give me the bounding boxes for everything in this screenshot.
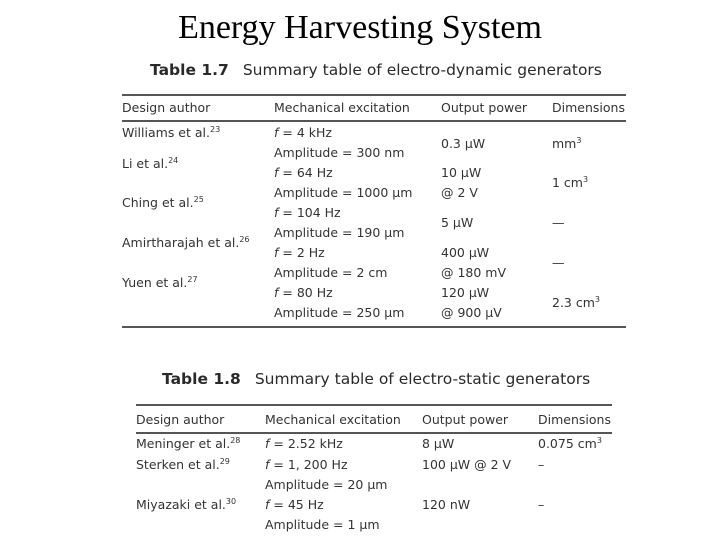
excitation-cell: f = 1, 200 Hz <box>265 457 348 472</box>
excitation-cell: Amplitude = 20 μm <box>265 477 388 492</box>
author-cell: Amirtharajah et al.$^{26}$ <box>122 235 250 250</box>
author-cell: Ching et al.$^{25}$ <box>122 195 204 210</box>
excitation-cell: Amplitude = 1000 μm <box>274 185 413 200</box>
power-cell: 10 μW <box>441 165 482 180</box>
table-title: Summary table of electro-static generators <box>254 370 591 388</box>
excitation-cell: f = 2.52 kHz <box>265 436 343 451</box>
slide-title: Energy Harvesting System <box>178 9 542 46</box>
header-design-author: Design author <box>122 100 211 115</box>
power-cell: @ 180 mV <box>441 265 507 280</box>
power-cell: 5 μW <box>441 215 474 230</box>
dimension-cell: 1 $cm^3$ <box>552 175 589 190</box>
header-mechanical-excitation: Mechanical excitation <box>265 412 401 427</box>
header-output-power: Output power <box>422 412 509 427</box>
excitation-cell: f = 45 Hz <box>265 497 324 512</box>
bottom-rule <box>122 326 626 328</box>
dimension-cell: 2.3 $cm^3$ <box>552 295 600 310</box>
dimension-cell: – <box>538 457 545 472</box>
power-cell: @ 2 V <box>441 185 478 200</box>
excitation-cell: f = 64 Hz <box>274 165 333 180</box>
table-electro-dynamic <box>122 58 626 330</box>
header-mechanical-excitation: Mechanical excitation <box>274 100 410 115</box>
author-cell: Sterken et al.$^{29}$ <box>136 457 230 472</box>
excitation-cell: Amplitude = 190 μm <box>274 225 405 240</box>
table-title: Summary table of electro-dynamic generators <box>242 61 602 79</box>
power-cell: 120 μW <box>441 285 490 300</box>
top-rule <box>136 404 612 406</box>
power-cell: @ 900 μV <box>441 305 502 320</box>
author-cell: Yuen et al.$^{27}$ <box>122 275 198 290</box>
header-rule <box>122 120 626 122</box>
table-number: Table 1.7 <box>150 61 229 79</box>
excitation-cell: f = 104 Hz <box>274 205 341 220</box>
header-rule <box>136 432 612 434</box>
dimension-cell: $mm^3$ <box>552 136 582 151</box>
excitation-cell: f = 80 Hz <box>274 285 333 300</box>
table-caption <box>150 61 602 79</box>
dimension-cell: — <box>552 255 565 270</box>
author-cell: Miyazaki et al.$^{30}$ <box>136 497 237 512</box>
author-cell: Meninger et al.$^{28}$ <box>136 436 241 451</box>
excitation-cell: f = 2 Hz <box>274 245 325 260</box>
table-electro-static <box>136 368 612 540</box>
power-cell: 400 μW <box>441 245 490 260</box>
excitation-cell: Amplitude = 250 μm <box>274 305 405 320</box>
dimension-cell: 0.075 $cm^3$ <box>538 436 602 451</box>
excitation-cell: Amplitude = 1 μm <box>265 517 380 532</box>
author-cell: Williams et al.$^{23}$ <box>122 125 221 140</box>
excitation-cell: f = 4 kHz <box>274 125 332 140</box>
dimension-cell: — <box>552 215 565 230</box>
power-cell: 120 nW <box>422 497 471 512</box>
power-cell: 0.3 μW <box>441 136 486 151</box>
top-rule <box>122 94 626 96</box>
power-cell: 100 μW @ 2 V <box>422 457 512 472</box>
excitation-cell: Amplitude = 2 cm <box>274 265 388 280</box>
author-cell: Li et al.$^{24}$ <box>122 156 179 171</box>
header-design-author: Design author <box>136 412 225 427</box>
header-dimensions: Dimensions <box>552 100 625 115</box>
excitation-cell: Amplitude = 300 nm <box>274 145 405 160</box>
power-cell: 8 μW <box>422 436 455 451</box>
table-number: Table 1.8 <box>162 370 241 388</box>
header-output-power: Output power <box>441 100 528 115</box>
header-dimensions: Dimensions <box>538 412 611 427</box>
dimension-cell: – <box>538 497 545 512</box>
table-caption <box>162 370 590 388</box>
